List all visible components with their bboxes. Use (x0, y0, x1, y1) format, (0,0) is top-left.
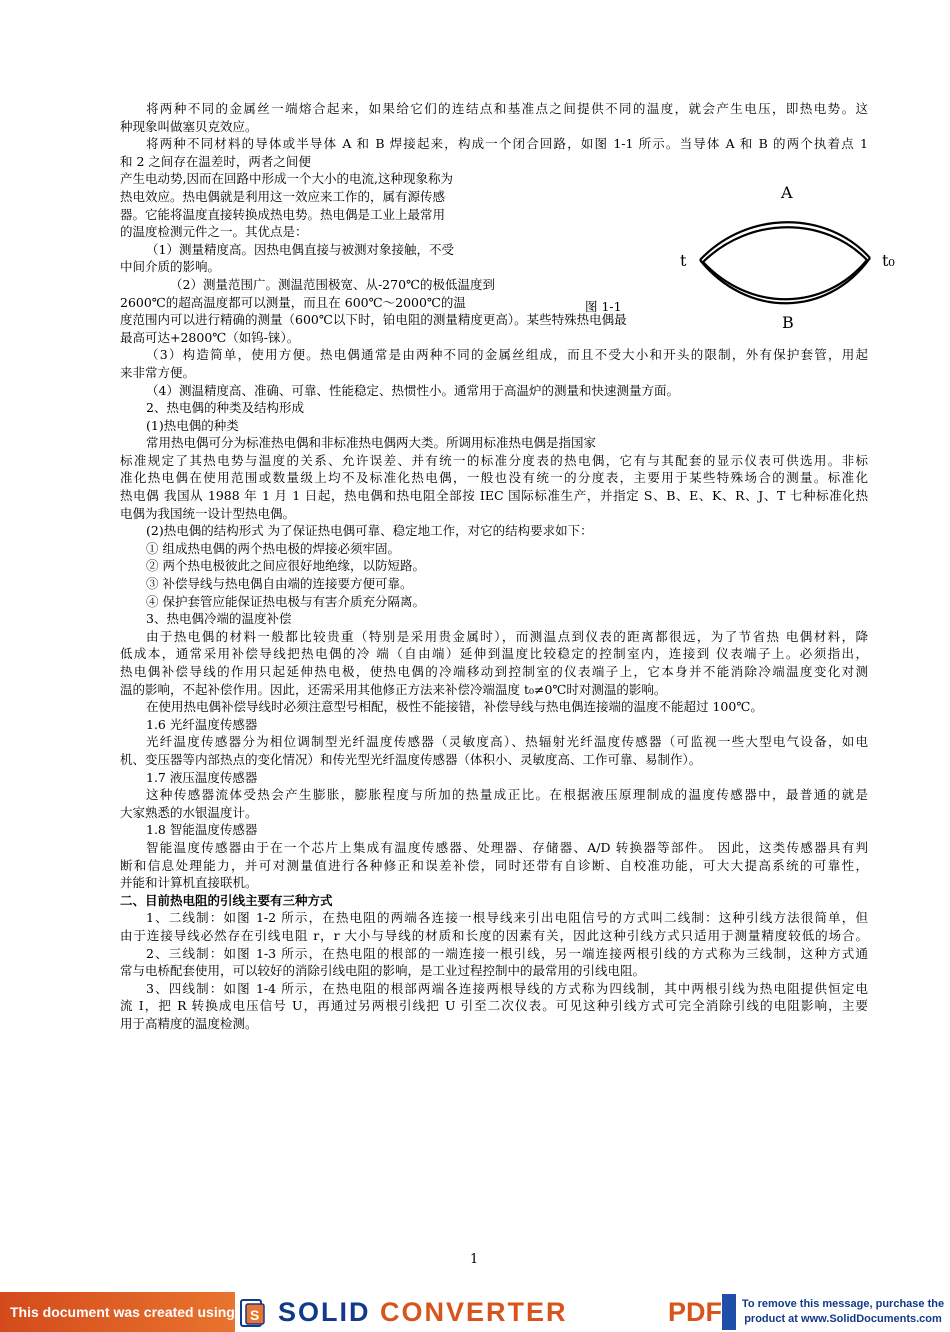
text-line: 断和信息处理能力，并可对测量值进行各种修正和误差补偿，同时还带有自诊断、自校准功能，可大大提高系统的可靠性， (120, 857, 868, 873)
text-line: 2、热电偶的种类及结构形成 (146, 400, 304, 416)
text-line: ④ 保护套管应能保证热电极与有害介质充分隔离。 (146, 593, 425, 609)
banner-brand (278, 1294, 568, 1330)
text-line: ③ 补偿导线与热电偶自由端的连接要方便可靠。 (146, 576, 413, 592)
text-line: 流 I，把 R 转换成电压信号 U，再通过另两根引线把 U 引至二次仪表。可见这种引线方式可完全消除引线的电阻影响，主要 (120, 998, 868, 1014)
text-line: 温的影响，不起补偿作用。因此，还需采用其他修正方法来补偿冷端温度 t₀≠0℃时对测温的影响。 (120, 681, 667, 697)
conductor-a-inner (703, 227, 867, 262)
text-line: 器。它能将温度直接转换成热电势。热电偶是工业上最常用 (120, 206, 446, 222)
label-t: t (680, 251, 687, 270)
text-line: 2600℃的超高温度都可以测量，而且在 600℃～2000℃的温 (120, 294, 466, 310)
text-line: 二、目前热电阻的引线主要有三种方式 (120, 892, 333, 908)
purchase-line-2: product at www.SolidDocuments.com (744, 1313, 942, 1325)
text-line: ② 两个热电极彼此之间应很好地绝缘，以防短路。 (146, 558, 425, 574)
text-line: 将两种不同材料的导体或半导体 A 和 B 焊接起来，构成一个闭合回路，如图 1-1 所示。当导体 A 和 B 的两个执着点 1 (146, 136, 868, 152)
text-line: 光纤温度传感器分为相位调制型光纤温度传感器（灵敏度高）、热辐射光纤温度传感器（可监视一些大型电气设备，如电 (146, 734, 868, 750)
brand-converter: CONVERTER (380, 1297, 568, 1327)
conductor-b-inner (703, 260, 867, 299)
text-line: 由于连接导线必然存在引线电阻 r，r 大小与导线的材质和长度的因素有关，因此这种引线方式只适用于测量精度较低的场合。 (120, 927, 868, 943)
banner-created-using: This document was created using (0, 1292, 235, 1332)
text-line: 1.8 智能温度传感器 (146, 822, 258, 838)
page-number: 1 (470, 1252, 479, 1267)
solid-converter-banner[interactable] (0, 1292, 950, 1332)
text-line: 2、三线制：如图 1-3 所示，在热电阻的根部的一端连接一根引线，另一端连接两根引线的方式称为三线制，这种方式通 (146, 945, 868, 961)
text-line: 最高可达+2800℃（如钨-铼）。 (120, 329, 300, 345)
text-line: 由于热电偶的材料一般都比较贵重（特别是采用贵金属时），而测温点到仪表的距离都很远，为了节省热 电偶材料，降 (146, 628, 868, 644)
text-line: (2)热电偶的结构形式 为了保证热电偶可靠、稳定地工作，对它的结构要求如下： (146, 523, 593, 539)
text-line: 机、变压器等内部热点的变化情况）和传光型光纤温度传感器（体积小、灵敏度高、工作可靠、易制作）。 (120, 751, 702, 767)
text-line: 1、二线制：如图 1-2 所示，在热电阻的两端各连接一根导线来引出电阻信号的方式叫二线制：这种引线方法很简单，但 (146, 910, 868, 926)
text-line: 种现象叫做塞贝克效应。 (120, 118, 258, 134)
text-line: 热电效应。热电偶就是利用这一效应来工作的，属有源传感 (120, 188, 446, 204)
brand-pdf: PDF (668, 1297, 722, 1327)
text-line: 智能温度传感器由于在一个芯片上集成有温度传感器、处理器、存储器、A/D 转换器等部件。 因此，这类传感器具有判 (146, 839, 868, 855)
text-line: 和 2 之间存在温差时，两者之间便 (120, 153, 311, 169)
text-line: 3、热电偶冷端的温度补偿 (146, 611, 292, 627)
text-line: 1.7 液压温度传感器 (146, 769, 258, 785)
label-a: A (781, 183, 793, 202)
text-line: （3）构造简单，使用方便。热电偶通常是由两种不同的金属丝组成，而且不受大小和开头的限制，外有保护套管，用起 (146, 347, 868, 363)
text-line: 低成本，通常采用补偿导线把热电偶的冷 端（自由端）延伸到温度比较稳定的控制室内，连接到 仪表端子上。必须指出， (120, 646, 868, 662)
brand-solid: SOLID (278, 1297, 371, 1327)
text-line: 中间介质的影响。 (120, 259, 221, 275)
text-line: （1）测量精度高。因热电偶直接与被测对象接触，不受 (146, 241, 454, 257)
solid-converter-logo-icon (238, 1298, 268, 1328)
text-line: 大家熟悉的水银温度计。 (120, 804, 258, 820)
text-line: 标准规定了其热电势与温度的关系、允许误差、并有统一的标准分度表的热电偶，它有与其配套的显示仪表可供选用。非标 (120, 452, 868, 468)
text-line: 电偶为我国统一设计型热电偶。 (120, 505, 296, 521)
text-line: （4）测温精度高、准确、可靠、性能稳定、热惯性小。通常用于高温炉的测量和快速测量方面。 (146, 382, 679, 398)
text-line: 1.6 光纤温度传感器 (146, 716, 258, 732)
purchase-link[interactable] (722, 1294, 950, 1330)
text-line: 的温度检测元件之一。其优点是： (120, 224, 308, 240)
figure-caption: 图 1-1 (585, 299, 622, 314)
thermocouple-figure (672, 178, 912, 338)
svg-text:S: S (250, 1307, 260, 1323)
text-line: 产生电动势,因而在回路中形成一个大小的电流,这种现象称为 (120, 171, 453, 187)
text-line: 在使用热电偶补偿导线时必须注意型号相配，极性不能接错，补偿导线与热电偶连接端的温度不能超过 100℃。 (146, 699, 763, 715)
text-line: 用于高精度的温度检测。 (120, 1015, 258, 1031)
label-b: B (782, 313, 794, 332)
text-line: 常与电桥配套使用，可以较好的消除引线电阻的影响，是工业过程控制中的最常用的引线电阻。 (120, 963, 646, 979)
label-t0: t₀ (882, 251, 895, 270)
text-line: ① 组成热电偶的两个热电极的焊接必须牢固。 (146, 540, 400, 556)
text-line: 度范围内可以进行精确的测量（600℃以下时，铂电阻的测量精度更高）。某些特殊热电偶最 (120, 312, 627, 328)
text-line: 热电偶 我国从 1988 年 1 月 1 日起，热电偶和热电阻全部按 IEC 国际标准生产，并指定 S、B、E、K、R、J、T 七种标准化热 (120, 488, 868, 504)
text-line: 并能和计算机直接联机。 (120, 875, 258, 891)
text-line: 这种传感器流体受热会产生膨胀，膨胀程度与所加的热量成正比。在根据液压原理制成的温度传感器中，最普通的就是 (146, 787, 868, 803)
text-line: 将两种不同的金属丝一端熔合起来，如果给它们的连结点和基准点之间提供不同的温度，就会产生电压，即热电势。这 (146, 101, 868, 116)
text-line: (1)热电偶的种类 (146, 417, 239, 433)
purchase-line-1: To remove this message, purchase the (741, 1298, 945, 1310)
text-line: 来非常方便。 (120, 364, 196, 380)
text-line: 3、四线制：如图 1-4 所示，在热电阻的根部两端各连接两根导线的方式称为四线制，其中两根引线为热电阻提供恒定电 (146, 980, 868, 996)
text-line: 常用热电偶可分为标准热电偶和非标准热电偶两大类。所调用标准热电偶是指国家 (146, 435, 597, 451)
text-line: （2）测量范围广。测温范围极宽、从-270℃的极低温度到 (170, 276, 496, 292)
text-line: 准化热电偶在使用范围或数量级上均不及标准化热电偶，一般也没有统一的分度表，主要用于某些特殊场合的测量。标准化 (120, 470, 868, 486)
text-line: 热电偶补偿导线的作用只起延伸热电极，使热电偶的冷端移动到控制室的仪表端子上，它本身并不能消除冷端温度变化对测 (120, 664, 868, 679)
